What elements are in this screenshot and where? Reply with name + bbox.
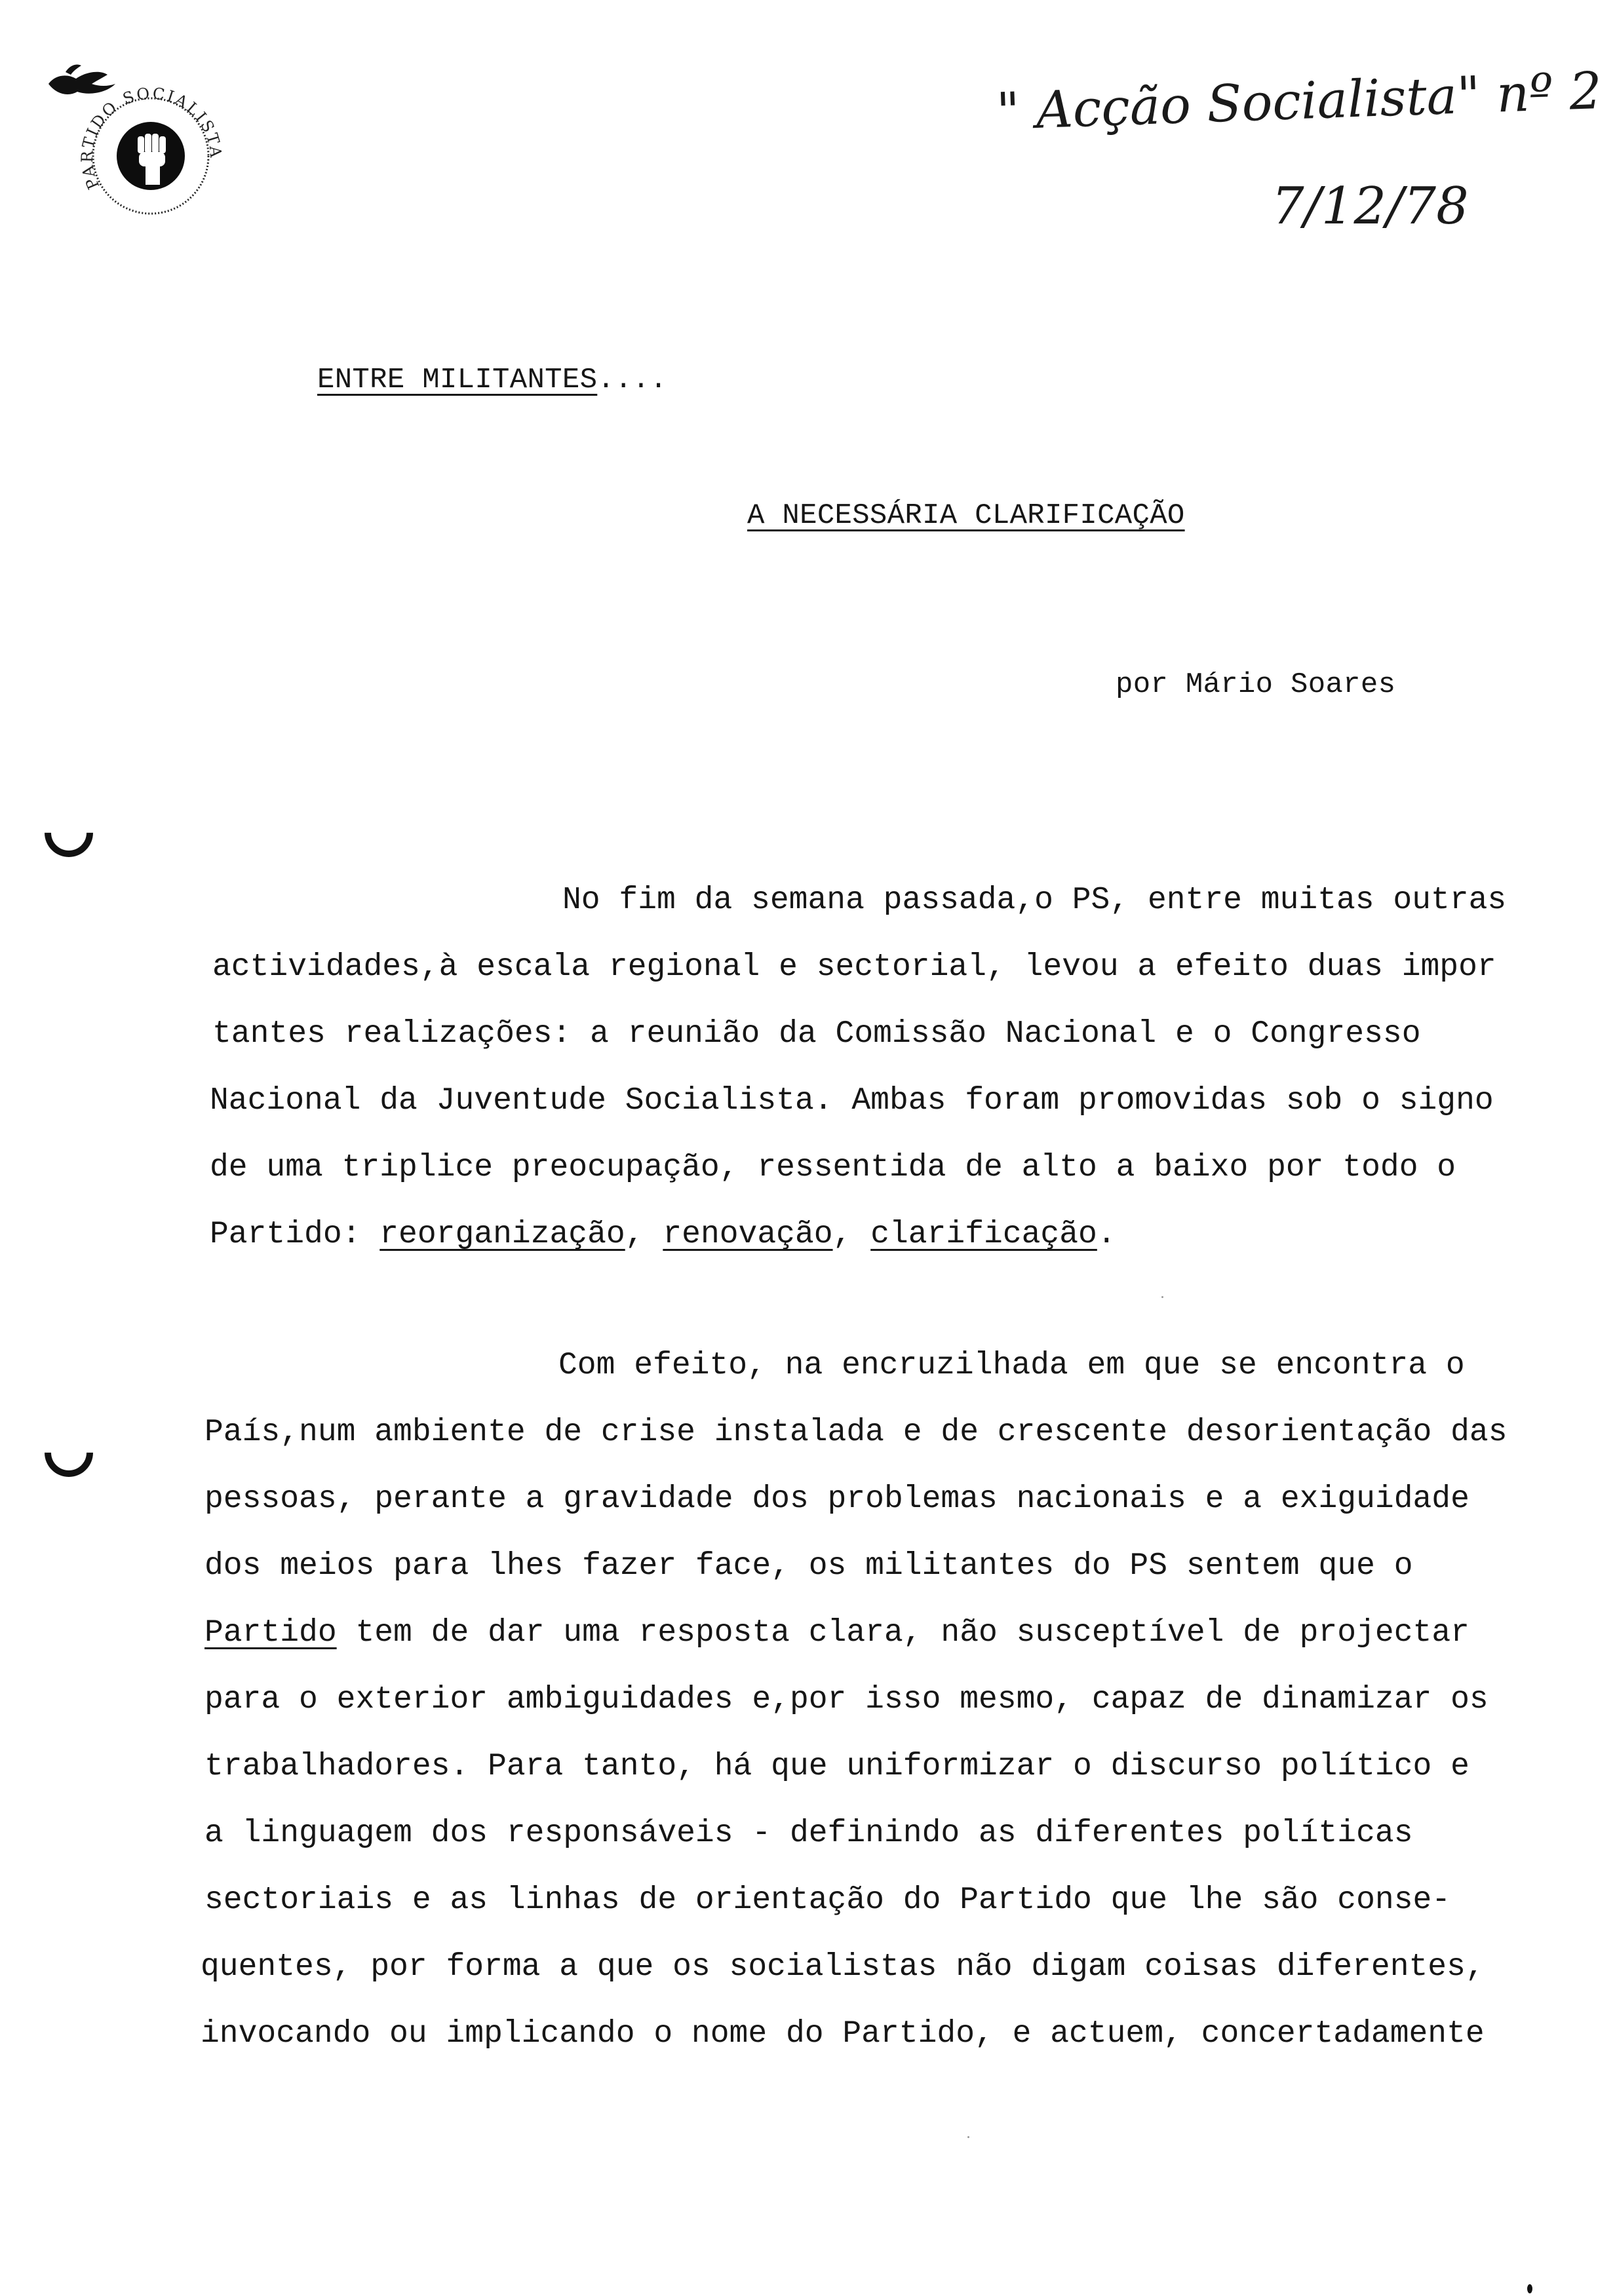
text-line: tantes realizações: a reunião da Comissão Nacional e o Congresso (212, 1016, 1421, 1052)
text-fragment: . (1097, 1217, 1116, 1252)
text-line: para o exterior ambiguidades e,por isso mesmo, capaz de dinamizar os (204, 1682, 1489, 1717)
hole-punch-mark (35, 799, 104, 868)
party-logo (39, 46, 243, 223)
byline: por Mário Soares (1116, 668, 1396, 701)
section-title-suffix: .... (597, 364, 668, 396)
text-line: dos meios para lhes fazer face, os militantes do PS sentem que o (204, 1548, 1413, 1584)
logo-text: PARTIDO SOCIALISTA (77, 84, 225, 193)
text-line: de uma triplice preocupação, ressentida de alto a baixo por todo o (210, 1150, 1456, 1185)
section-title-text: ENTRE MILITANTES (317, 364, 598, 396)
underlined-word: renovação (663, 1217, 833, 1252)
scan-speck (967, 2136, 969, 2138)
text-line: quentes, por forma a que os socialistas não digam coisas diferentes, (201, 1949, 1485, 1985)
underlined-word: clarificação (870, 1217, 1097, 1252)
text-fragment: tem de dar uma resposta clara, não susceptível de projectar (336, 1615, 1469, 1651)
scan-speck (1527, 2284, 1532, 2293)
text-line: actividades,à escala regional e sectorial, levou a efeito duas impor (212, 949, 1496, 985)
text-line: invocando ou implicando o nome do Partido, e actuem, concertadamente (201, 2016, 1485, 2052)
underlined-word: reorganização (379, 1217, 625, 1252)
text-line: Nacional da Juventude Socialista. Ambas foram promovidas sob o signo (210, 1083, 1494, 1119)
text-line (210, 1219, 1116, 1250)
text-line: pessoas, perante a gravidade dos problemas nacionais e a exiguidade (204, 1482, 1469, 1517)
text-line: No fim da semana passada,o PS, entre muitas outras (562, 883, 1507, 918)
scan-speck (1161, 1296, 1163, 1298)
text-line: sectoriais e as linhas de orientação do Partido que lhe são conse- (204, 1883, 1451, 1918)
text-line: a linguagem dos responsáveis - definindo as diferentes políticas (204, 1816, 1413, 1851)
text-line: trabalhadores. Para tanto, há que uniformizar o discurso político e (204, 1749, 1469, 1784)
text-line: País,num ambiente de crise instalada e de crescente desorientação das (204, 1415, 1508, 1450)
article-title: A NECESSÁRIA CLARIFICAÇÃO (747, 499, 1185, 532)
text-line: Com efeito, na encruzilhada em que se encontra o (558, 1348, 1465, 1383)
text-line (204, 1617, 1469, 1649)
handwritten-publication-note: " Acção Socialista" nº 2 (995, 61, 1603, 142)
dove-icon (49, 64, 115, 94)
text-fragment: , (625, 1217, 663, 1252)
text-fragment: Partido: (210, 1217, 380, 1252)
handwritten-date: 7/12/78 (1272, 177, 1469, 236)
underlined-word: Partido (204, 1615, 337, 1651)
section-title (317, 364, 667, 396)
hole-punch-mark (35, 1419, 104, 1487)
text-fragment: , (832, 1217, 871, 1252)
